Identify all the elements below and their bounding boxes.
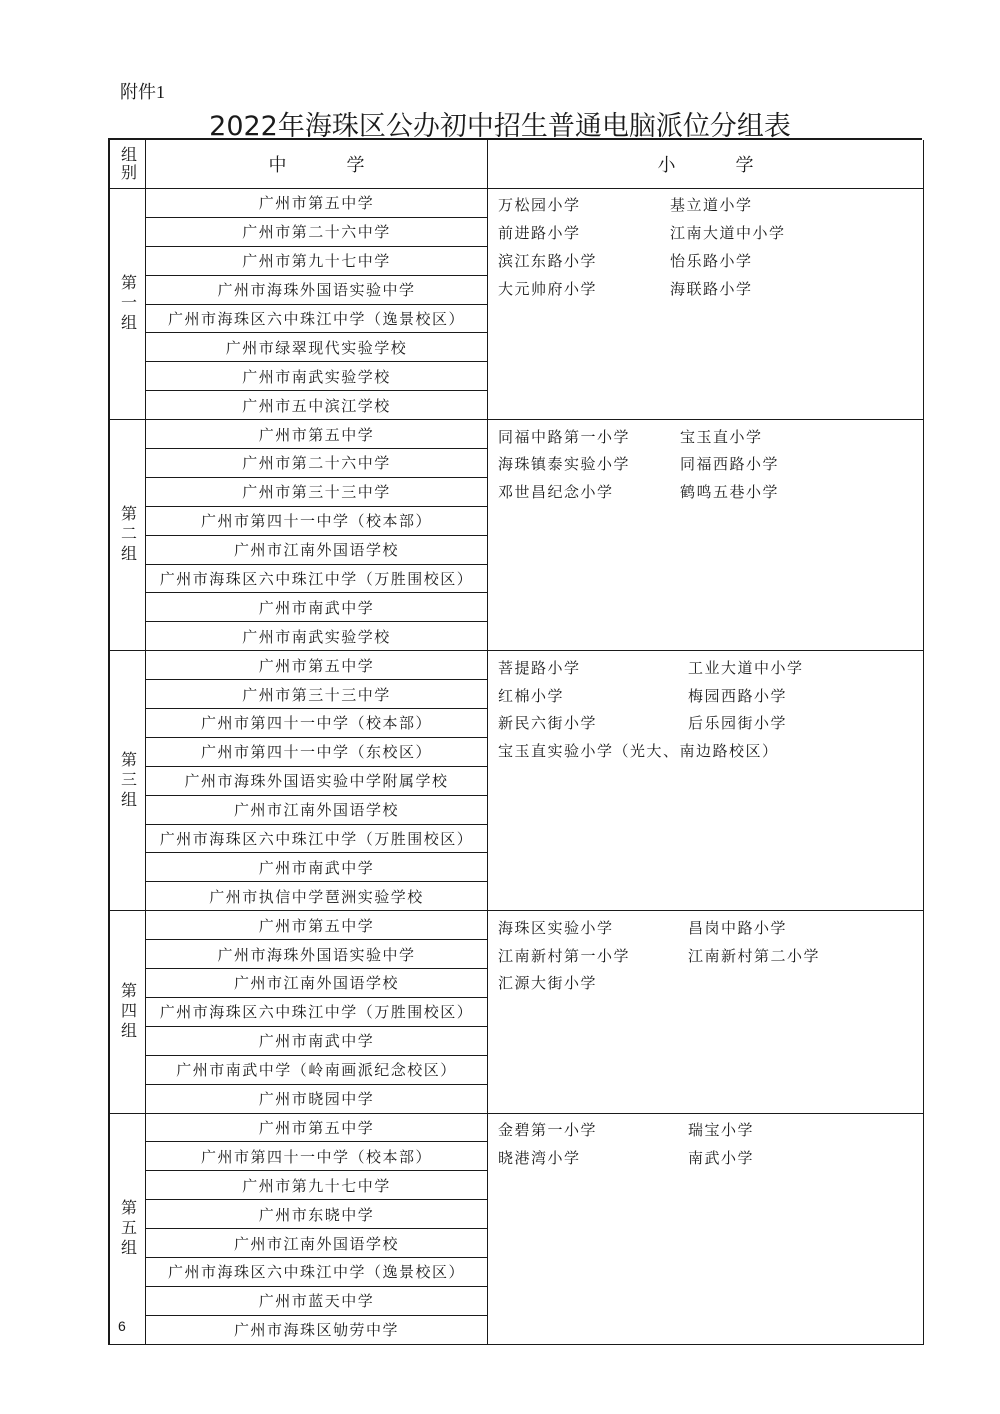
header-group: 组别 (110, 140, 146, 189)
middle-school-item: 广州市海珠区六中珠江中学（万胜围校区） (146, 825, 487, 854)
primary-school-item: 怡乐路小学 (670, 252, 753, 271)
primary-school-list (488, 911, 924, 1113)
primary-school-item: 海珠镇泰实验小学 (498, 455, 631, 474)
primary-school-item: 宝玉直实验小学（光大、南边路校区） (498, 742, 779, 761)
middle-school-item: 广州市五中滨江学校 (242, 396, 391, 415)
middle-school-item: 广州市南武实验学校 (146, 362, 487, 391)
primary-school-item: 海珠区实验小学 (498, 918, 614, 937)
group-label: 第三组 (110, 651, 146, 911)
primary-school-item: 梅园西路小学 (688, 686, 788, 705)
page-title: 2022年海珠区公办初中招生普通电脑派位分组表 (209, 111, 791, 142)
primary-school-item: 宝玉直小学 (680, 427, 763, 446)
primary-school-row (498, 422, 923, 450)
middle-school-item: 广州市绿翠现代实验学校 (146, 333, 487, 362)
group-label: 第一组 (110, 189, 146, 420)
middle-school-item: 广州市南武中学 (146, 593, 487, 622)
primary-school-row (498, 219, 923, 247)
middle-school-list (146, 420, 488, 651)
primary-school-row (498, 913, 923, 941)
middle-school-item: 广州市蓝天中学 (146, 1287, 487, 1316)
middle-school-item: 广州市第五中学 (146, 1114, 487, 1143)
primary-school-row (498, 969, 923, 997)
header-middle: 中学 (146, 140, 488, 189)
primary-school-item: 金碧第一小学 (498, 1120, 598, 1139)
middle-school-item: 广州市海珠区劬劳中学 (233, 1321, 399, 1340)
primary-school-row (498, 709, 923, 737)
primary-school-row (498, 681, 923, 709)
primary-school-item: 瑞宝小学 (688, 1120, 755, 1139)
primary-school-item: 基立道小学 (670, 196, 753, 215)
middle-school-item: 广州市第三十三中学 (146, 680, 487, 709)
middle-school-item: 广州市第九十七中学 (146, 1171, 487, 1200)
primary-school-list (488, 651, 924, 911)
middle-school-item: 广州市执信中学琶洲实验学校 (209, 887, 424, 906)
attachment-label: 附件1 (120, 82, 165, 102)
middle-school-item: 广州市第五中学 (146, 420, 487, 449)
middle-school-item: 广州市江南外国语学校 (146, 1229, 487, 1258)
primary-school-item: 新民六街小学 (498, 714, 598, 733)
primary-school-item: 同福中路第一小学 (498, 427, 631, 446)
middle-school-item: 广州市海珠区六中珠江中学（逸景校区） (146, 1258, 487, 1287)
primary-school-row (498, 450, 923, 478)
group-label: 第二组 (110, 420, 146, 651)
page-number: 6 (118, 1318, 126, 1334)
primary-school-item: 江南大道中小学 (670, 224, 786, 243)
middle-school-item: 广州市第四十一中学（校本部） (146, 507, 487, 536)
middle-school-list (146, 651, 488, 911)
middle-school-item: 广州市南武中学 (146, 1027, 487, 1056)
middle-school-item: 广州市第三十三中学 (146, 478, 487, 507)
middle-school-item: 广州市南武中学 (146, 853, 487, 882)
primary-school-item: 晓港湾小学 (498, 1148, 581, 1167)
middle-school-item: 广州市第四十一中学（校本部） (146, 1142, 487, 1171)
primary-school-row (498, 275, 923, 303)
primary-school-list (488, 189, 924, 420)
primary-school-list (488, 1114, 924, 1345)
header-primary: 小学 (488, 140, 924, 189)
middle-school-item: 广州市海珠外国语实验中学 (146, 276, 487, 305)
group-label: 第四组 (110, 911, 146, 1113)
middle-school-item: 广州市第九十七中学 (146, 247, 487, 276)
primary-school-item: 菩提路小学 (498, 658, 581, 677)
primary-school-row (498, 1143, 923, 1171)
middle-school-item: 广州市江南外国语学校 (146, 536, 487, 565)
middle-school-list (146, 189, 488, 420)
primary-school-item: 大元帅府小学 (498, 280, 598, 299)
group-label: 第五组 (110, 1114, 146, 1345)
middle-school-list (146, 1114, 488, 1345)
middle-school-item: 广州市江南外国语学校 (146, 969, 487, 998)
primary-school-row (498, 191, 923, 219)
middle-school-item: 广州市第五中学 (146, 911, 487, 940)
middle-school-item: 广州市第二十六中学 (146, 449, 487, 478)
primary-school-item: 江南新村第二小学 (688, 946, 821, 965)
primary-school-item: 红棉小学 (498, 686, 565, 705)
primary-school-item: 鹤鸣五巷小学 (680, 483, 780, 502)
middle-school-item: 广州市第二十六中学 (146, 218, 487, 247)
primary-school-item: 前进路小学 (498, 224, 581, 243)
primary-school-list (488, 420, 924, 651)
middle-school-item: 广州市第四十一中学（校本部） (146, 709, 487, 738)
primary-school-item: 海联路小学 (670, 280, 753, 299)
middle-school-item: 广州市东晓中学 (146, 1200, 487, 1229)
middle-school-item: 广州市第五中学 (146, 189, 487, 218)
middle-school-item: 广州市第四十一中学（东校区） (146, 738, 487, 767)
primary-school-row (498, 1116, 923, 1144)
primary-school-item: 汇源大街小学 (498, 974, 598, 993)
grouping-table (108, 138, 922, 1345)
middle-school-item: 广州市海珠区六中珠江中学（逸景校区） (146, 305, 487, 334)
primary-school-item: 江南新村第一小学 (498, 946, 631, 965)
middle-school-list (146, 911, 488, 1113)
middle-school-item: 广州市南武实验学校 (242, 627, 391, 646)
primary-school-item: 昌岗中路小学 (688, 918, 788, 937)
primary-school-item: 邓世昌纪念小学 (498, 483, 614, 502)
primary-school-item: 滨江东路小学 (498, 252, 598, 271)
primary-school-item: 南武小学 (688, 1148, 755, 1167)
middle-school-item: 广州市海珠区六中珠江中学（万胜围校区） (146, 998, 487, 1027)
primary-school-row (498, 737, 923, 765)
primary-school-row (498, 653, 923, 681)
primary-school-item: 后乐园街小学 (688, 714, 788, 733)
middle-school-item: 广州市海珠外国语实验中学附属学校 (146, 767, 487, 796)
middle-school-item: 广州市第五中学 (146, 651, 487, 680)
primary-school-item: 工业大道中小学 (688, 658, 804, 677)
primary-school-row (498, 247, 923, 275)
primary-school-row (498, 941, 923, 969)
primary-school-row (498, 478, 923, 506)
middle-school-item: 广州市海珠区六中珠江中学（万胜围校区） (146, 565, 487, 594)
middle-school-item: 广州市晓园中学 (258, 1090, 375, 1109)
primary-school-item: 万松园小学 (498, 196, 581, 215)
middle-school-item: 广州市南武中学（岭南画派纪念校区） (146, 1056, 487, 1085)
middle-school-item: 广州市江南外国语学校 (146, 796, 487, 825)
middle-school-item: 广州市海珠外国语实验中学 (146, 940, 487, 969)
primary-school-item: 同福西路小学 (680, 455, 780, 474)
